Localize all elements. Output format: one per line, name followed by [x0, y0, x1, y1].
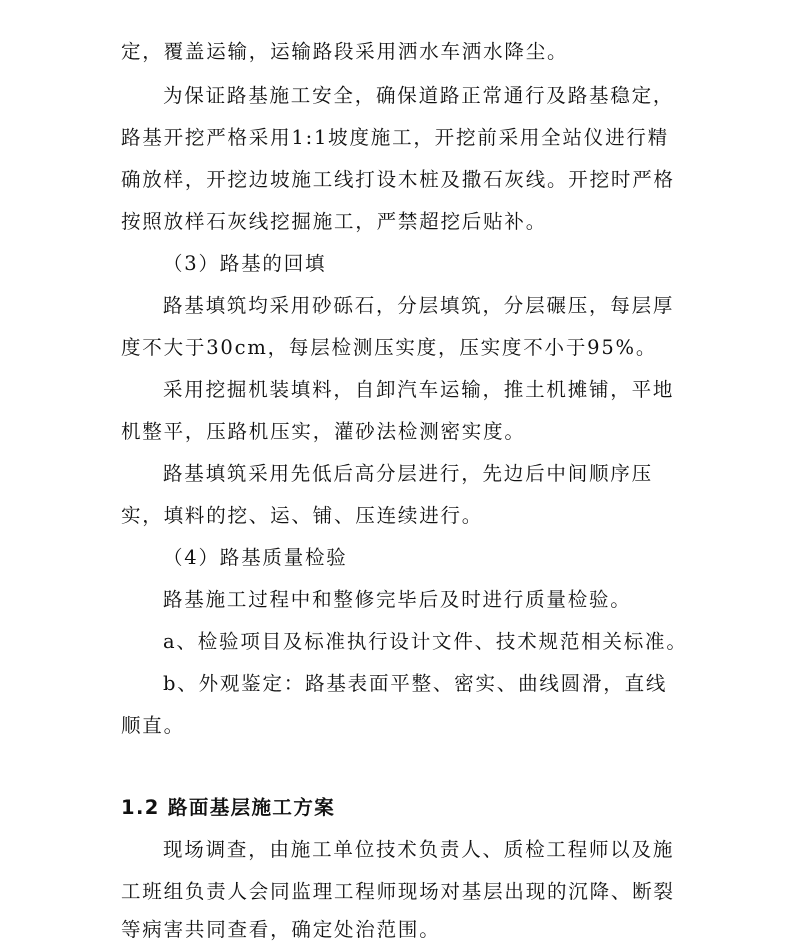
paragraph-line: 路基填筑均采用砂砾石，分层填筑，分层碾压，每层厚 — [163, 294, 675, 317]
paragraph-line: 路基填筑采用先低后高分层进行，先边后中间顺序压 — [163, 462, 653, 485]
paragraph-line: 等病害共同查看，确定处治范围。 — [121, 918, 441, 941]
paragraph-line: a、检验项目及标准执行设计文件、技术规范相关标准。 — [163, 630, 688, 653]
paragraph-line: b、外观鉴定：路基表面平整、密实、曲线圆滑，直线 — [163, 672, 668, 695]
paragraph-line: 采用挖掘机装填料，自卸汽车运输，推土机摊铺，平地 — [163, 378, 675, 401]
paragraph-line: 顺直。 — [121, 714, 185, 737]
paragraph-line: 路基施工过程中和整修完毕后及时进行质量检验。 — [163, 588, 632, 611]
subsection-heading: （4）路基质量检验 — [163, 546, 348, 569]
section-title: 1.2 路面基层施工方案 — [121, 796, 336, 819]
paragraph-line: 工班组负责人会同监理工程师现场对基层出现的沉降、断裂 — [121, 880, 675, 903]
paragraph-line: 为保证路基施工安全，确保道路正常通行及路基稳定， — [163, 84, 675, 107]
paragraph-line: 确放样，开挖边坡施工线打设木桩及撒石灰线。开挖时严格 — [121, 168, 675, 191]
paragraph-line: 度不大于30cm，每层检测压实度，压实度不小于95%。 — [121, 336, 658, 359]
paragraph-line: 路基开挖严格采用1:1坡度施工，开挖前采用全站仪进行精 — [121, 126, 669, 149]
paragraph-line: 定，覆盖运输，运输路段采用洒水车洒水降尘。 — [121, 40, 569, 63]
paragraph-line: 现场调查，由施工单位技术负责人、质检工程师以及施 — [163, 838, 675, 861]
paragraph-line: 按照放样石灰线挖掘施工，严禁超挖后贴补。 — [121, 210, 548, 233]
subsection-heading: （3）路基的回填 — [163, 252, 327, 275]
paragraph-line: 机整平，压路机压实，灌砂法检测密实度。 — [121, 420, 526, 443]
paragraph-line: 实，填料的挖、运、铺、压连续进行。 — [121, 504, 484, 527]
